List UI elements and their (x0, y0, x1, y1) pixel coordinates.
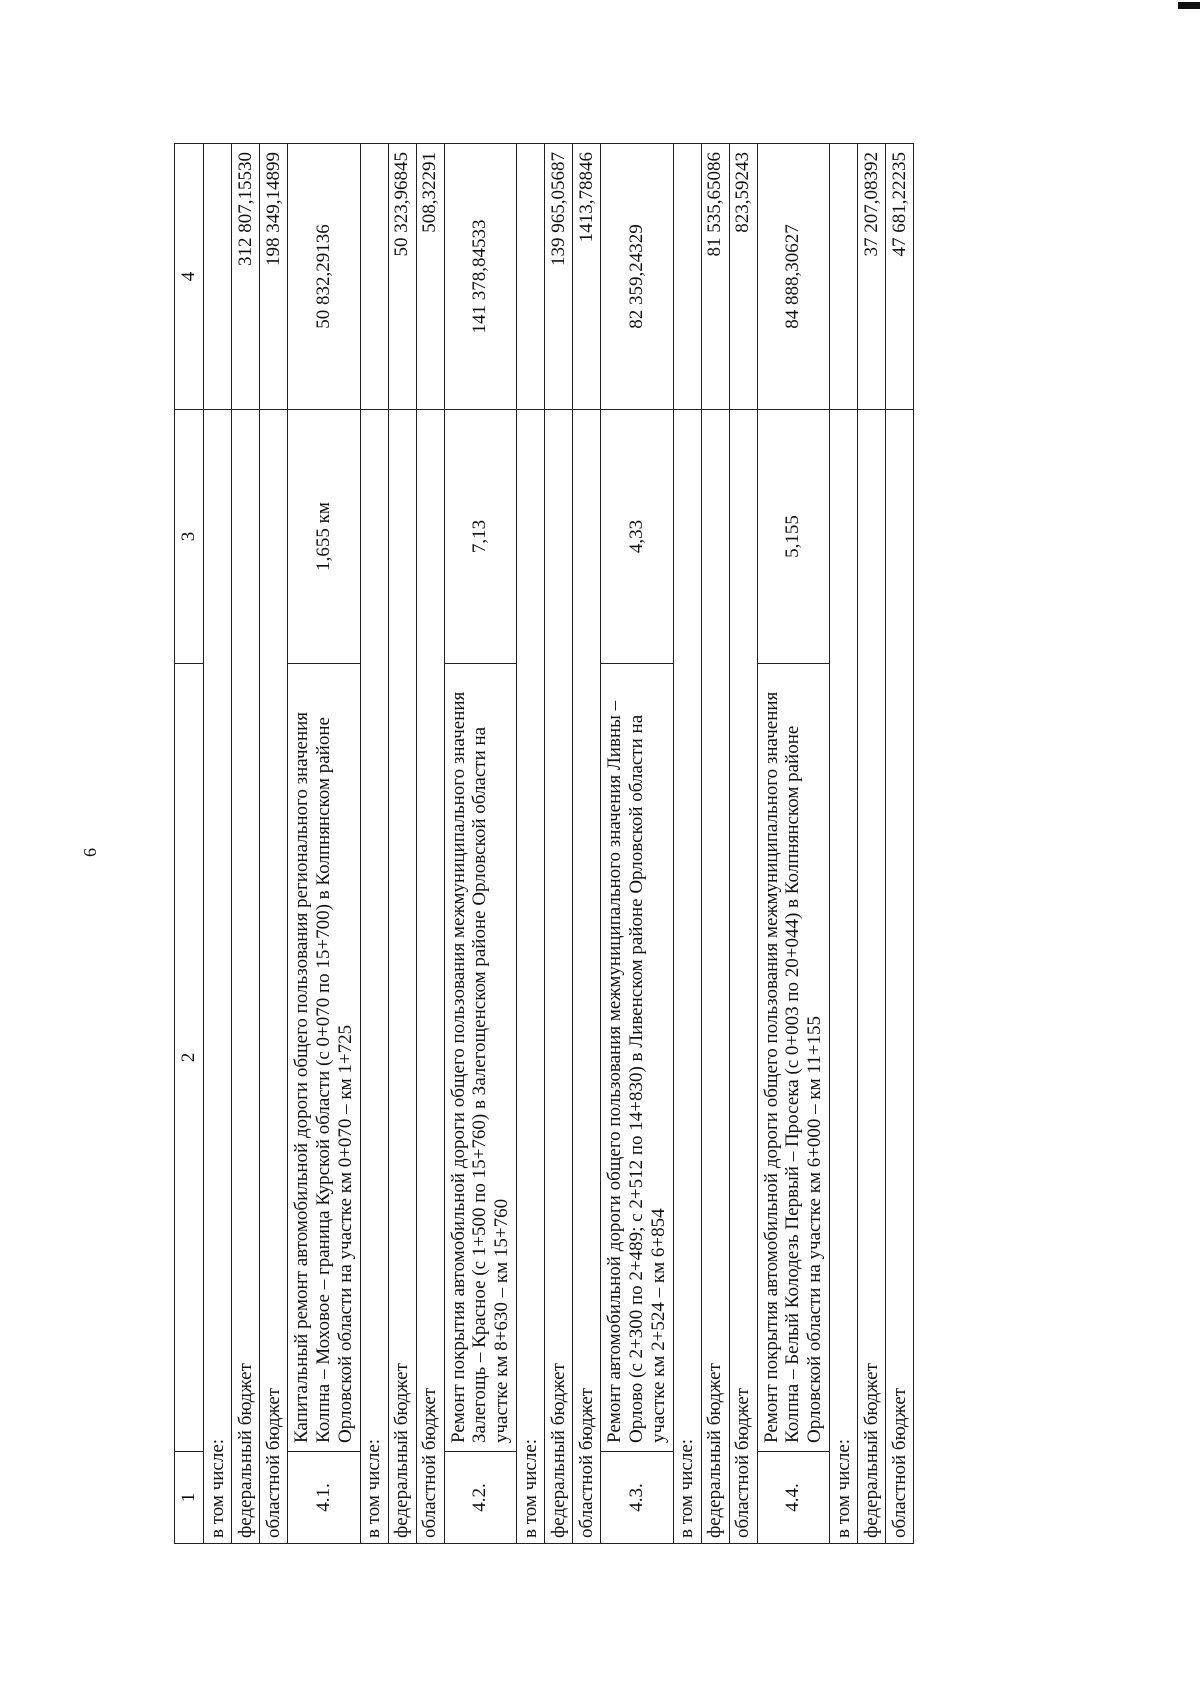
funding-amount (360, 144, 388, 410)
item-amount: 50 832,29136 (288, 144, 361, 410)
funding-source-label: в том числе: (830, 410, 858, 1544)
funding-amount: 50 323,96845 (388, 144, 416, 410)
item-amount: 141 378,84533 (444, 144, 517, 410)
funding-source-label: в том числе: (517, 410, 545, 1544)
corner-mark (1178, 2, 1200, 9)
funding-row (673, 144, 701, 1544)
project-row (757, 144, 830, 1544)
funding-amount: 823,59243 (729, 144, 757, 410)
item-description: Ремонт автомобильной дороги общего пользования межмуниципального значения Ливны – Орлово (с 2+300 по 2+489; с 2+512 по 14+830) в Ливенском районе Орловской области на участке км 2+524 – км 6+854 (601, 664, 674, 1452)
funding-row (416, 144, 444, 1544)
funding-amount: 37 207,08392 (858, 144, 886, 410)
item-quantity: 5,155 (757, 410, 830, 664)
item-quantity: 1,655 км (288, 410, 361, 664)
funding-source-label: областной бюджет (573, 410, 601, 1544)
funding-row (858, 144, 886, 1544)
funding-row (886, 144, 914, 1544)
funding-source-label: областной бюджет (260, 410, 288, 1544)
funding-source-label: областной бюджет (729, 410, 757, 1544)
column-number: 2 (175, 664, 204, 1452)
item-amount: 82 359,24329 (601, 144, 674, 410)
funding-source-label: в том числе: (204, 410, 232, 1544)
funding-row (232, 144, 260, 1544)
project-row (444, 144, 517, 1544)
item-description: Ремонт покрытия автомобильной дороги общего пользования межмуниципального значения Колпна – Белый Колодезь Первый – Просека (с 0+003 по 20+044) в Колпнянском районе Орловской области на участке км 6+000 – км 11+155 (757, 664, 830, 1452)
funding-source-label: федеральный бюджет (545, 410, 573, 1544)
item-quantity: 4,33 (601, 410, 674, 664)
item-number: 4.2. (444, 1452, 517, 1544)
funding-amount (830, 144, 858, 410)
funding-row (573, 144, 601, 1544)
budget-table-body (175, 144, 914, 1544)
funding-amount: 508,32291 (416, 144, 444, 410)
funding-source-label: в том числе: (673, 410, 701, 1544)
funding-source-label: федеральный бюджет (232, 410, 260, 1544)
item-description: Ремонт покрытия автомобильной дороги общего пользования межмуниципального значения Залегощь – Красное (с 1+500 по 15+760) в Залегощенском районе Орловской области на участке км 8+630 – км 15+760 (444, 664, 517, 1452)
item-number: 4.4. (757, 1452, 830, 1544)
funding-source-label: федеральный бюджет (388, 410, 416, 1544)
funding-amount: 198 349,14899 (260, 144, 288, 410)
item-amount: 84 888,30627 (757, 144, 830, 410)
funding-row (204, 144, 232, 1544)
funding-amount: 312 807,15530 (232, 144, 260, 410)
column-number-row (175, 144, 204, 1544)
funding-amount: 1413,78846 (573, 144, 601, 410)
column-number: 3 (175, 410, 204, 664)
funding-row (701, 144, 729, 1544)
funding-amount: 81 535,65086 (701, 144, 729, 410)
funding-source-label: областной бюджет (416, 410, 444, 1544)
page-number: 6 (80, 848, 100, 857)
funding-row (360, 144, 388, 1544)
funding-source-label: областной бюджет (886, 410, 914, 1544)
project-row (288, 144, 361, 1544)
item-number: 4.1. (288, 1452, 361, 1544)
funding-row (517, 144, 545, 1544)
funding-source-label: федеральный бюджет (701, 410, 729, 1544)
funding-source-label: в том числе: (360, 410, 388, 1544)
budget-table (174, 143, 914, 1544)
funding-amount: 47 681,22235 (886, 144, 914, 410)
item-number: 4.3. (601, 1452, 674, 1544)
funding-source-label: федеральный бюджет (858, 410, 886, 1544)
column-number: 1 (175, 1452, 204, 1544)
funding-row (545, 144, 573, 1544)
funding-amount (673, 144, 701, 410)
project-row (601, 144, 674, 1544)
funding-amount (204, 144, 232, 410)
item-description: Капитальный ремонт автомобильной дороги общего пользования регионального значения Колпна – Моховое – граница Курской области (с 0+070 по 15+700) в Колпнянском районе Орловской области на участке км 0+070 – км 1+725 (288, 664, 361, 1452)
funding-row (830, 144, 858, 1544)
funding-amount (517, 144, 545, 410)
funding-row (388, 144, 416, 1544)
funding-row (729, 144, 757, 1544)
item-quantity: 7,13 (444, 410, 517, 664)
funding-row (260, 144, 288, 1544)
funding-amount: 139 965,05687 (545, 144, 573, 410)
column-number: 4 (175, 144, 204, 410)
budget-table-container (174, 144, 914, 1544)
